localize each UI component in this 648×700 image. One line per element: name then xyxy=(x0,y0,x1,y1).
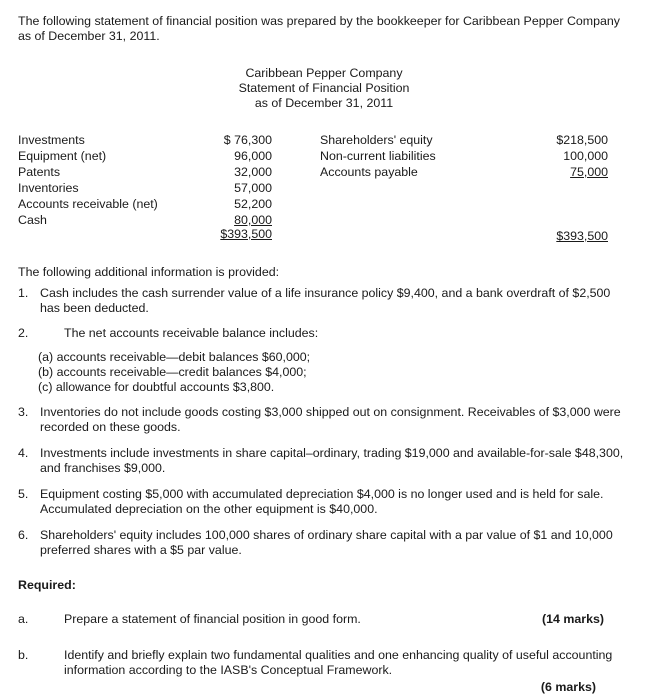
equity-label: Shareholders' equity xyxy=(320,133,433,147)
asset-label: Equipment (net) xyxy=(18,149,107,163)
sub-list xyxy=(38,350,618,395)
asset-labels xyxy=(18,133,218,229)
asset-value: 32,000 xyxy=(234,165,272,179)
asset-values xyxy=(208,133,272,243)
item-number: 2. xyxy=(18,326,29,340)
item-text: Cash includes the cash surrender value of a life insurance policy $9,400, and a bank overdraft of $2,500 has been deducted. xyxy=(40,286,611,315)
item-text: The net accounts receivable balance includes: xyxy=(64,326,319,340)
sub-item: (a) accounts receivable—debit balances $60,000; xyxy=(38,350,311,364)
list-item xyxy=(18,446,630,476)
equity-label: Accounts payable xyxy=(320,165,418,179)
equity-values xyxy=(540,133,608,181)
equity-value: 100,000 xyxy=(563,149,608,163)
statement-title: Statement of Financial Position xyxy=(238,81,410,95)
sub-item: (c) allowance for doubtful accounts $3,800. xyxy=(38,380,275,394)
asset-value: $ 76,300 xyxy=(223,133,272,147)
list-item xyxy=(18,405,630,435)
list-item xyxy=(18,326,630,341)
equity-value: 75,000 xyxy=(570,165,608,179)
asset-label: Cash xyxy=(18,213,47,227)
part-a-marks: (14 marks) xyxy=(542,612,604,626)
part-b-text: Identify and briefly explain two fundamental qualities and one enhancing quality of useful accounting information according to the IASB's Conceptual Framework. xyxy=(64,648,613,677)
list-item xyxy=(18,487,630,517)
item-text: Equipment costing $5,000 with accumulated depreciation $4,000 is no longer used and is held for sale. Accumulated depreciation on the other equipment is $40,000. xyxy=(40,487,604,516)
equity-total: $393,500 xyxy=(556,229,608,243)
item-text: Shareholders' equity includes 100,000 shares of ordinary share capital with a par value of $1 and 10,000 preferred shares with a $5 par value. xyxy=(40,528,613,557)
equity-value: $218,500 xyxy=(556,133,608,147)
item-number: 1. xyxy=(18,286,29,300)
assets-total: $393,500 xyxy=(220,227,272,241)
asset-label: Investments xyxy=(18,133,85,147)
intro-paragraph: The following statement of financial position was prepared by the bookkeeper for Caribbean Pepper Company as of December 31, 2011. xyxy=(18,14,620,43)
item-text: Investments include investments in share capital–ordinary, trading $19,000 and available-for-sale $48,300, and franchises $9,000. xyxy=(40,446,624,475)
part-b-label: b. xyxy=(18,648,29,662)
asset-value: 57,000 xyxy=(234,181,272,195)
asset-label: Accounts receivable (net) xyxy=(18,197,158,211)
additional-info-intro: The following additional information is provided: xyxy=(18,265,280,279)
asset-label: Patents xyxy=(18,165,61,179)
part-a-label: a. xyxy=(18,612,29,626)
statement-header xyxy=(0,66,648,111)
equity-labels xyxy=(320,133,520,181)
asset-value: 80,000 xyxy=(234,213,272,227)
list-item xyxy=(18,528,630,558)
asset-value: 96,000 xyxy=(234,149,272,163)
part-b-marks: (6 marks) xyxy=(540,680,596,694)
asset-value: 52,200 xyxy=(234,197,272,211)
list-item xyxy=(18,286,630,316)
company-name: Caribbean Pepper Company xyxy=(245,66,403,80)
item-number: 4. xyxy=(18,446,29,460)
statement-date: as of December 31, 2011 xyxy=(254,96,394,110)
item-text: Inventories do not include goods costing $3,000 shipped out on consignment. Receivables of $3,000 were recorded on these goods. xyxy=(40,405,621,434)
equity-label: Non-current liabilities xyxy=(320,149,436,163)
item-number: 6. xyxy=(18,528,29,542)
required-heading: Required: xyxy=(18,578,76,592)
sub-item: (b) accounts receivable—credit balances $4,000; xyxy=(38,365,307,379)
asset-label: Inventories xyxy=(18,181,79,195)
part-a-text: Prepare a statement of financial position in good form. xyxy=(64,612,361,626)
item-number: 3. xyxy=(18,405,29,419)
item-number: 5. xyxy=(18,487,29,501)
